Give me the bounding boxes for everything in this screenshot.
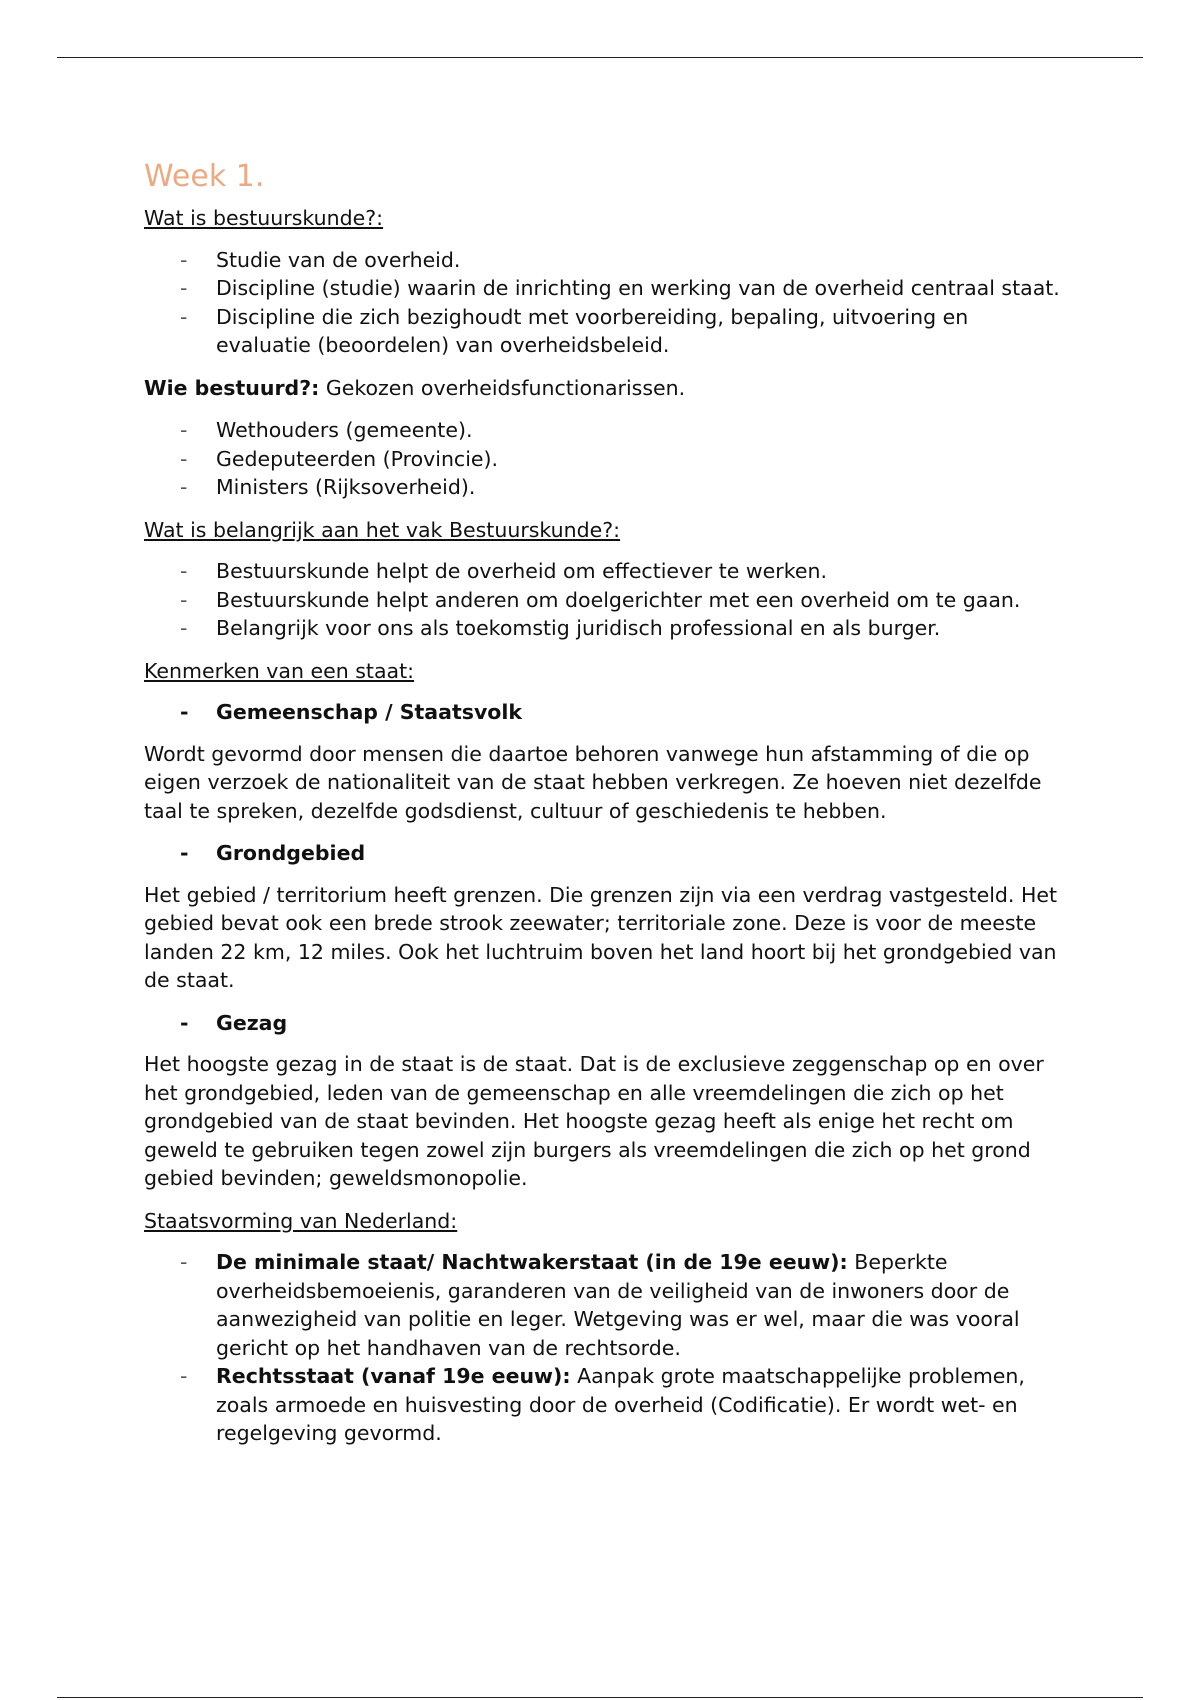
footer-rule [57, 1697, 1143, 1698]
kenmerk-heading-grondgebied: - Grondgebied [144, 839, 1064, 868]
list-staatsvorming [144, 1248, 1064, 1448]
section-title-kenmerken: Kenmerken van een staat: [144, 658, 415, 683]
dash-bullet: - [180, 475, 188, 499]
list-item: - Discipline (studie) waarin de inrichting en werking van de overheid centraal staat. [216, 274, 1064, 303]
dash-bullet: - [180, 700, 189, 724]
page-heading: Week 1. [144, 159, 265, 194]
paragraph-wie-bestuurd: Wie bestuurd?: Gekozen overheidsfunctionarissen. [144, 375, 686, 400]
section-title-belangrijk: Wat is belangrijk aan het vak Bestuurskunde?: [144, 517, 621, 542]
paragraph-gezag: Het hoogste gezag in de staat is de staat. Dat is de exclusieve zeggenschap op en over het grondgebied, leden van de gemeenschap en alle vreemdelingen die zich op het grondgebied van de staat bevinden. Het hoogste gezag heeft als enige het recht om geweld te gebruiken tegen zowel zijn burgers als vreemdelingen die zich op het grond gebied bevinden; geweldsmonopolie. [144, 1052, 1044, 1190]
list-belangrijk [144, 557, 1064, 643]
dash-bullet: - [180, 841, 189, 865]
dash-bullet: - [180, 1364, 188, 1388]
dash-bullet: - [180, 1250, 188, 1274]
list-item: - Bestuurskunde helpt de overheid om effectiever te werken. [216, 557, 1064, 586]
list-item: - De minimale staat/ Nachtwakerstaat (in de 19e eeuw): Beperkte overheidsbemoeienis, garanderen van de veiligheid van de inwoners door de aanwezigheid van politie en leger. Wetgeving was er wel, maar die was vooral gericht op het handhaven van de rechtsorde. [180, 1250, 1020, 1360]
kenmerk-heading-gemeenschap: - Gemeenschap / Staatsvolk [144, 698, 1064, 727]
document-body [144, 150, 1064, 1462]
dash-bullet: - [180, 446, 188, 471]
list-item: - Rechtsstaat (vanaf 19e eeuw): Aanpak grote maatschappelijke problemen, zoals armoede en huisvesting door de overheid (Codificatie). Er wordt wet- en regelgeving gevormd. [180, 1364, 1025, 1445]
section-title-bestuurskunde: Wat is bestuurskunde?: [144, 206, 384, 230]
dash-bullet: - [180, 418, 188, 442]
header-rule [57, 57, 1143, 58]
list-bestuurders [144, 416, 1064, 502]
dash-bullet: - [180, 247, 188, 272]
dash-bullet: - [180, 276, 188, 300]
list-bestuurskunde [144, 246, 1064, 360]
dash-bullet: - [180, 304, 188, 329]
list-item: - Discipline die zich bezighoudt met voorbereiding, bepaling, uitvoering en evaluatie (beoordelen) van overheidsbeleid. [180, 304, 969, 357]
dash-bullet: - [180, 1010, 189, 1035]
list-item: - Belangrijk voor ons als toekomstig juridisch professional en als burger. [216, 614, 1064, 643]
list-item: - Gedeputeerden (Provincie). [216, 445, 1064, 474]
bold-lead: Wie bestuurd?: [144, 375, 320, 400]
dash-bullet: - [180, 616, 188, 640]
list-item: - Bestuurskunde helpt anderen om doelgerichter met een overheid om te gaan. [216, 586, 1064, 615]
dash-bullet: - [180, 587, 188, 612]
list-item: - Wethouders (gemeente). [216, 416, 1064, 445]
list-item: - Studie van de overheid. [216, 246, 1064, 275]
paragraph-grondgebied: Het gebied / territorium heeft grenzen. Die grenzen zijn via een verdrag vastgesteld. Het gebied bevat ook een brede strook zeewater; territoriale zone. Deze is voor de meeste landen 22 km, 12 miles. Ook het luchtruim boven het land hoort bij het grondgebied van de staat. [144, 882, 1058, 992]
section-title-staatsvorming: Staatsvorming van Nederland: [144, 1208, 458, 1233]
paragraph-gemeenschap: Wordt gevormd door mensen die daartoe behoren vanwege hun afstamming of die op eigen verzoek de nationaliteit van de staat hebben verkregen. Ze hoeven niet dezelfde taal te spreken, dezelfde godsdienst, cultuur of geschiedenis te hebben. [144, 741, 1042, 823]
dash-bullet: - [180, 559, 188, 583]
list-item: - Ministers (Rijksoverheid). [216, 473, 1064, 502]
kenmerk-heading-gezag: - Gezag [144, 1009, 1064, 1038]
